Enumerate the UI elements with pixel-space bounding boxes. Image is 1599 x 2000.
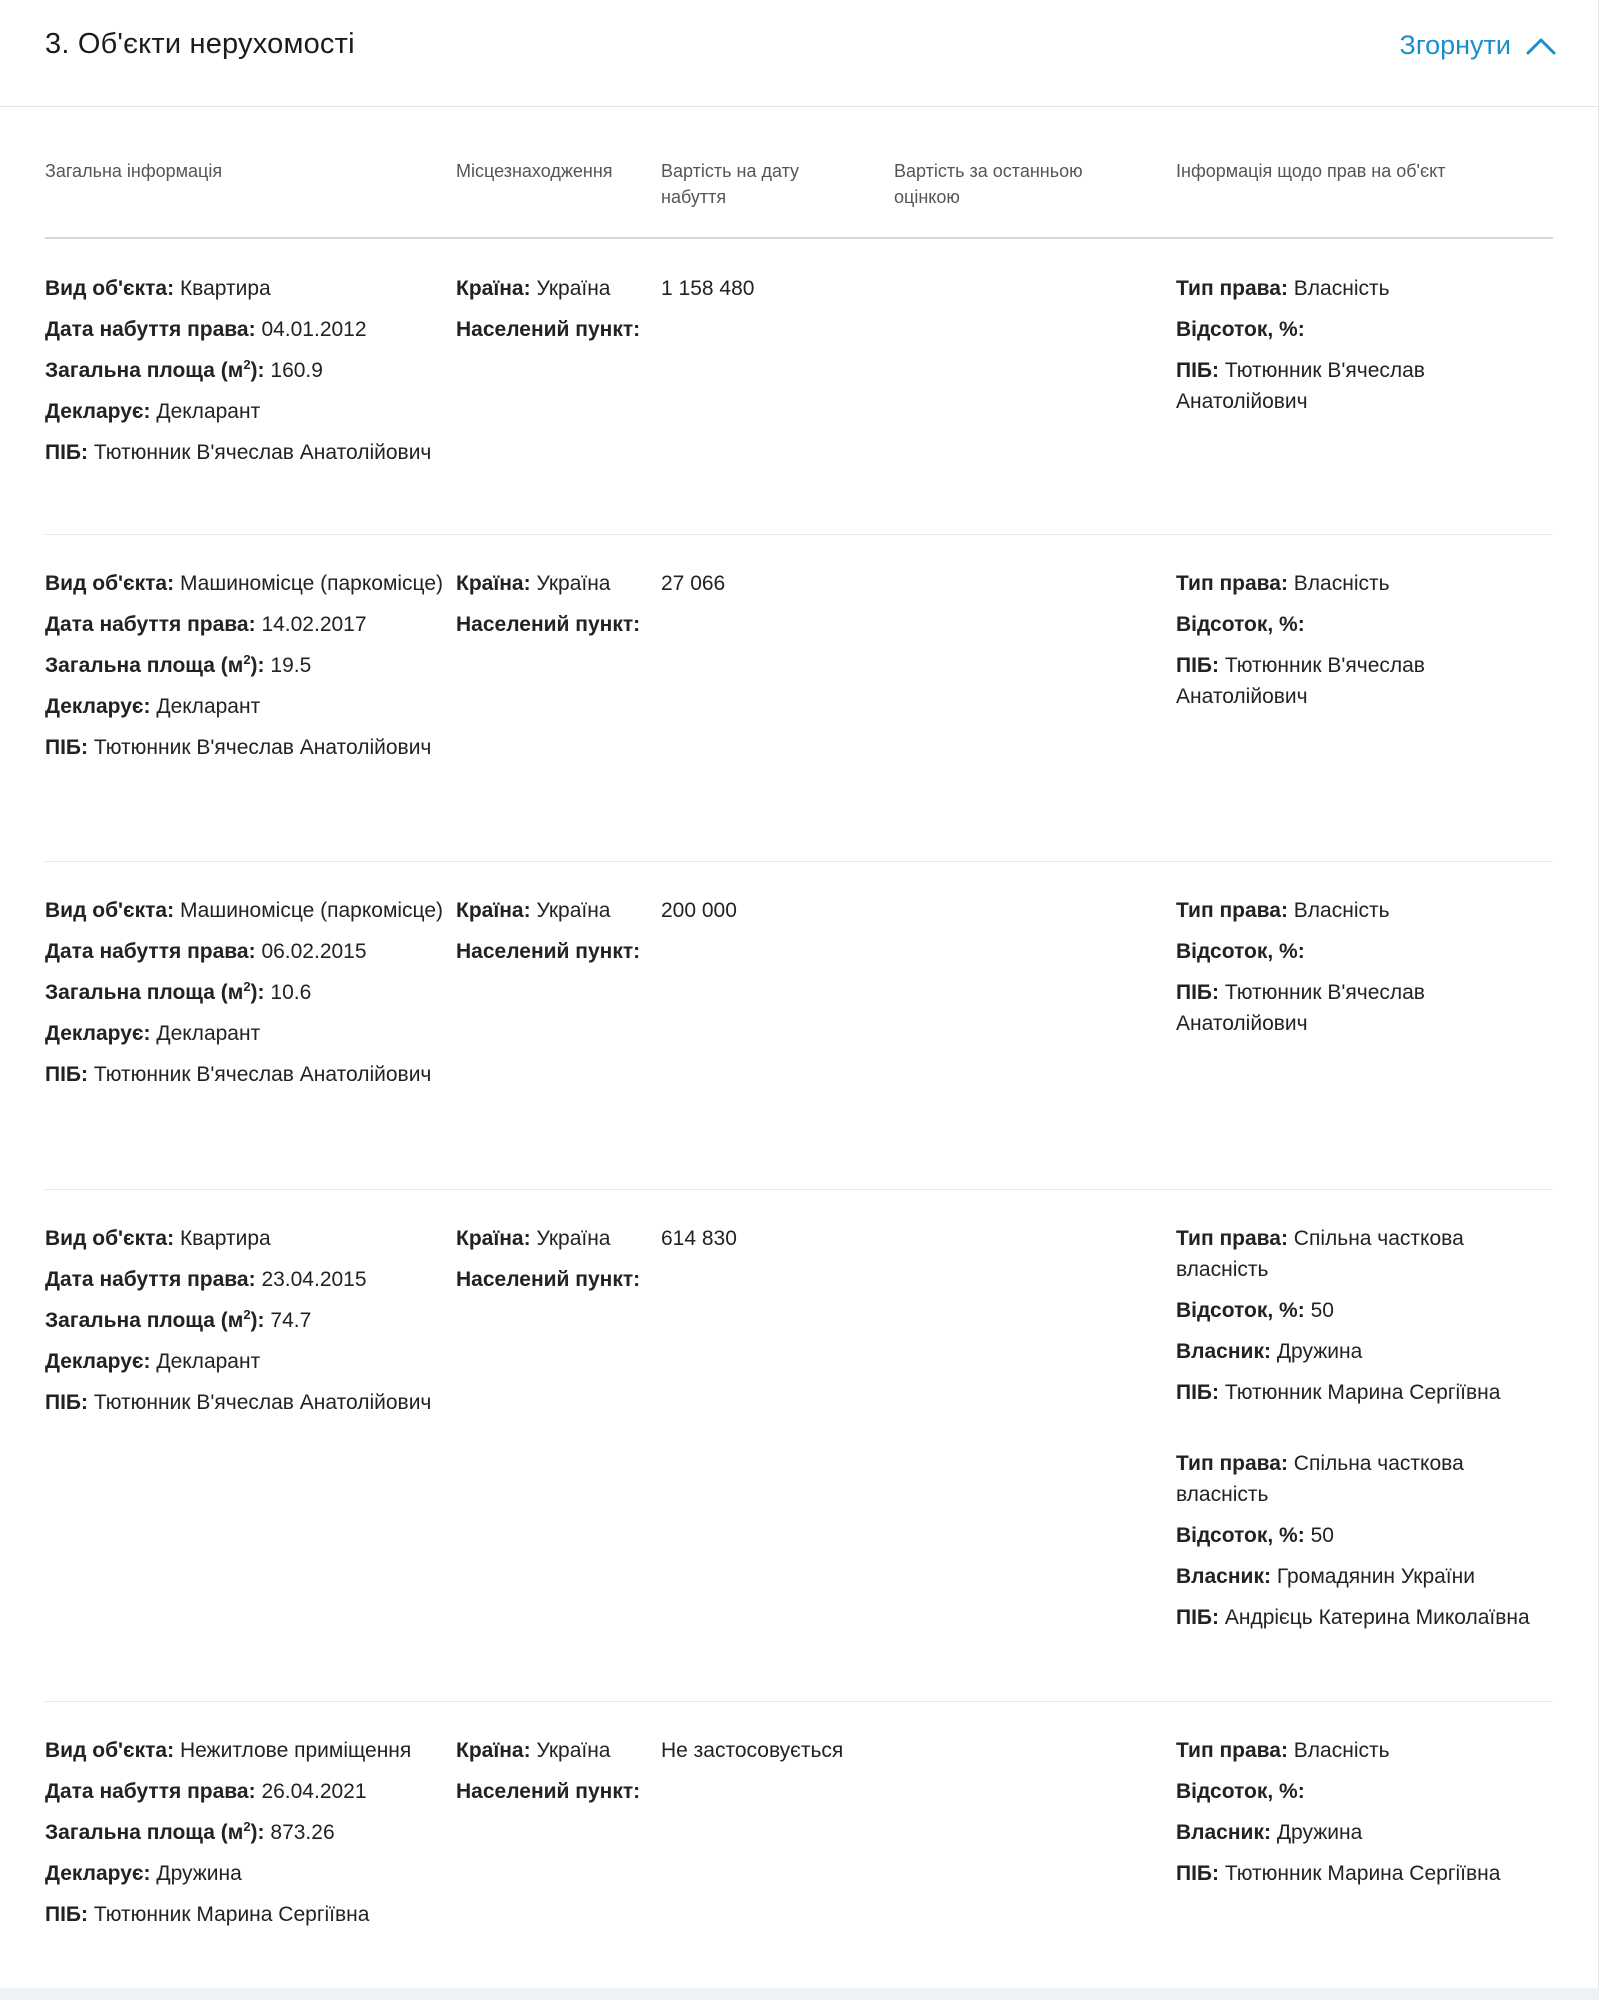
location-cell bbox=[456, 895, 646, 977]
header-rights-info: Інформація щодо прав на об'єкт bbox=[1176, 161, 1446, 181]
header-cost-last: Вартість за останньою оцінкою bbox=[894, 161, 1083, 207]
declarant: Декларує: Декларант bbox=[45, 1350, 261, 1373]
right-pib: ПІБ: Тютюнник В'ячеслав Анатолійович bbox=[1176, 359, 1425, 413]
cost-acquired-cell: Не застосовується bbox=[661, 1739, 844, 1762]
total-area: Загальна площа $(м^2)$: 19.5 bbox=[45, 652, 312, 677]
section-title: 3. Об'єкти нерухомості bbox=[45, 28, 355, 60]
acquired-date: Дата набуття права: 06.02.2015 bbox=[45, 940, 367, 963]
object-type: Вид об'єкта: Нежитлове приміщення bbox=[45, 1739, 412, 1762]
table-row bbox=[45, 240, 1553, 535]
right-percent: Відсоток, %: bbox=[1176, 1780, 1305, 1803]
right-percent: Відсоток, %: 50 bbox=[1176, 1299, 1334, 1322]
settlement: Населений пункт: bbox=[456, 940, 641, 963]
owner-pib: ПІБ: Тютюнник В'ячеслав Анатолійович bbox=[45, 736, 432, 759]
owner-pib: ПІБ: Тютюнник В'ячеслав Анатолійович bbox=[45, 441, 432, 464]
table-row bbox=[45, 862, 1553, 1190]
right-pib: ПІБ: Тютюнник В'ячеслав Анатолійович bbox=[1176, 654, 1425, 708]
total-area: Загальна площа $(м^2)$: 74.7 bbox=[45, 1307, 312, 1332]
collapse-button[interactable] bbox=[1400, 30, 1557, 61]
rights-cell bbox=[1176, 273, 1556, 427]
header-cost-acquired: Вартість на дату набуття bbox=[661, 161, 800, 207]
settlement: Населений пункт: bbox=[456, 318, 641, 341]
right-pib: ПІБ: Андрієць Катерина Миколаївна bbox=[1176, 1606, 1530, 1629]
acquired-date: Дата набуття права: 14.02.2017 bbox=[45, 613, 367, 636]
right-type: Тип права: Спільна часткова власність bbox=[1176, 1452, 1464, 1506]
table-row bbox=[45, 1190, 1553, 1702]
country: Країна: Україна bbox=[456, 277, 611, 300]
cost-acquired-cell: 614 830 bbox=[661, 1227, 737, 1250]
general-info-cell bbox=[45, 273, 445, 478]
right-percent: Відсоток, %: bbox=[1176, 613, 1305, 636]
right-percent: Відсоток, %: 50 bbox=[1176, 1524, 1334, 1547]
right-owner: Власник: Громадянин України bbox=[1176, 1565, 1475, 1588]
right-pib: ПІБ: Тютюнник Марина Сергіївна bbox=[1176, 1862, 1501, 1885]
right-percent: Відсоток, %: bbox=[1176, 940, 1305, 963]
declarant: Декларує: Декларант bbox=[45, 400, 261, 423]
settlement: Населений пункт: bbox=[456, 1268, 641, 1291]
country: Країна: Україна bbox=[456, 899, 611, 922]
right-type: Тип права: Власність bbox=[1176, 1739, 1390, 1762]
owner-pib: ПІБ: Тютюнник Марина Сергіївна bbox=[45, 1903, 370, 1926]
right-pib: ПІБ: Тютюнник В'ячеслав Анатолійович bbox=[1176, 981, 1425, 1035]
table-row bbox=[45, 535, 1553, 862]
right-pib: ПІБ: Тютюнник Марина Сергіївна bbox=[1176, 1381, 1501, 1404]
object-type: Вид об'єкта: Машиномісце (паркомісце) bbox=[45, 572, 444, 595]
object-type: Вид об'єкта: Квартира bbox=[45, 1227, 271, 1250]
country: Країна: Україна bbox=[456, 572, 611, 595]
right-owner: Власник: Дружина bbox=[1176, 1821, 1363, 1844]
rights-cell bbox=[1176, 1735, 1556, 1899]
rights-gap bbox=[1176, 1418, 1556, 1448]
cost-acquired-cell: 27 066 bbox=[661, 572, 726, 595]
cost-acquired-cell: 1 158 480 bbox=[661, 277, 755, 300]
table-row bbox=[45, 1702, 1553, 1988]
header-general-info: Загальна інформація bbox=[45, 161, 223, 181]
country: Країна: Україна bbox=[456, 1227, 611, 1250]
right-percent: Відсоток, %: bbox=[1176, 318, 1305, 341]
location-cell bbox=[456, 568, 646, 650]
right-type: Тип права: Власність bbox=[1176, 277, 1390, 300]
section-header bbox=[0, 0, 1599, 107]
acquired-date: Дата набуття права: 26.04.2021 bbox=[45, 1780, 367, 1803]
general-info-cell bbox=[45, 1735, 445, 1940]
owner-pib: ПІБ: Тютюнник В'ячеслав Анатолійович bbox=[45, 1063, 432, 1086]
acquired-date: Дата набуття права: 23.04.2015 bbox=[45, 1268, 367, 1291]
settlement: Населений пункт: bbox=[456, 613, 641, 636]
right-type: Тип права: Спільна часткова власність bbox=[1176, 1227, 1464, 1281]
location-cell bbox=[456, 273, 646, 355]
right-type: Тип права: Власність bbox=[1176, 899, 1390, 922]
declarant: Декларує: Декларант bbox=[45, 695, 261, 718]
table-header bbox=[45, 158, 1553, 239]
total-area: Загальна площа $(м^2)$: 10.6 bbox=[45, 979, 312, 1004]
cost-acquired-cell: 200 000 bbox=[661, 899, 737, 922]
declarant: Декларує: Дружина bbox=[45, 1862, 242, 1885]
header-location: Місцезнаходження bbox=[456, 161, 613, 181]
general-info-cell bbox=[45, 568, 445, 773]
country: Країна: Україна bbox=[456, 1739, 611, 1762]
general-info-cell bbox=[45, 1223, 445, 1428]
collapse-label: Згорнути bbox=[1399, 30, 1511, 60]
owner-pib: ПІБ: Тютюнник В'ячеслав Анатолійович bbox=[45, 1391, 432, 1414]
object-type: Вид об'єкта: Машиномісце (паркомісце) bbox=[45, 899, 444, 922]
object-type: Вид об'єкта: Квартира bbox=[45, 277, 271, 300]
chevron-up-icon bbox=[1525, 36, 1557, 56]
total-area: Загальна площа $(м^2)$: 873.26 bbox=[45, 1819, 335, 1844]
settlement: Населений пункт: bbox=[456, 1780, 641, 1803]
right-owner: Власник: Дружина bbox=[1176, 1340, 1363, 1363]
rights-cell bbox=[1176, 568, 1556, 722]
page-footer-strip bbox=[0, 1988, 1599, 2000]
declarant: Декларує: Декларант bbox=[45, 1022, 261, 1045]
right-type: Тип права: Власність bbox=[1176, 572, 1390, 595]
rights-cell bbox=[1176, 895, 1556, 1049]
total-area: Загальна площа $(м^2)$: 160.9 bbox=[45, 357, 323, 382]
acquired-date: Дата набуття права: 04.01.2012 bbox=[45, 318, 367, 341]
location-cell bbox=[456, 1223, 646, 1305]
general-info-cell bbox=[45, 895, 445, 1100]
rights-cell bbox=[1176, 1223, 1556, 1643]
location-cell bbox=[456, 1735, 646, 1817]
